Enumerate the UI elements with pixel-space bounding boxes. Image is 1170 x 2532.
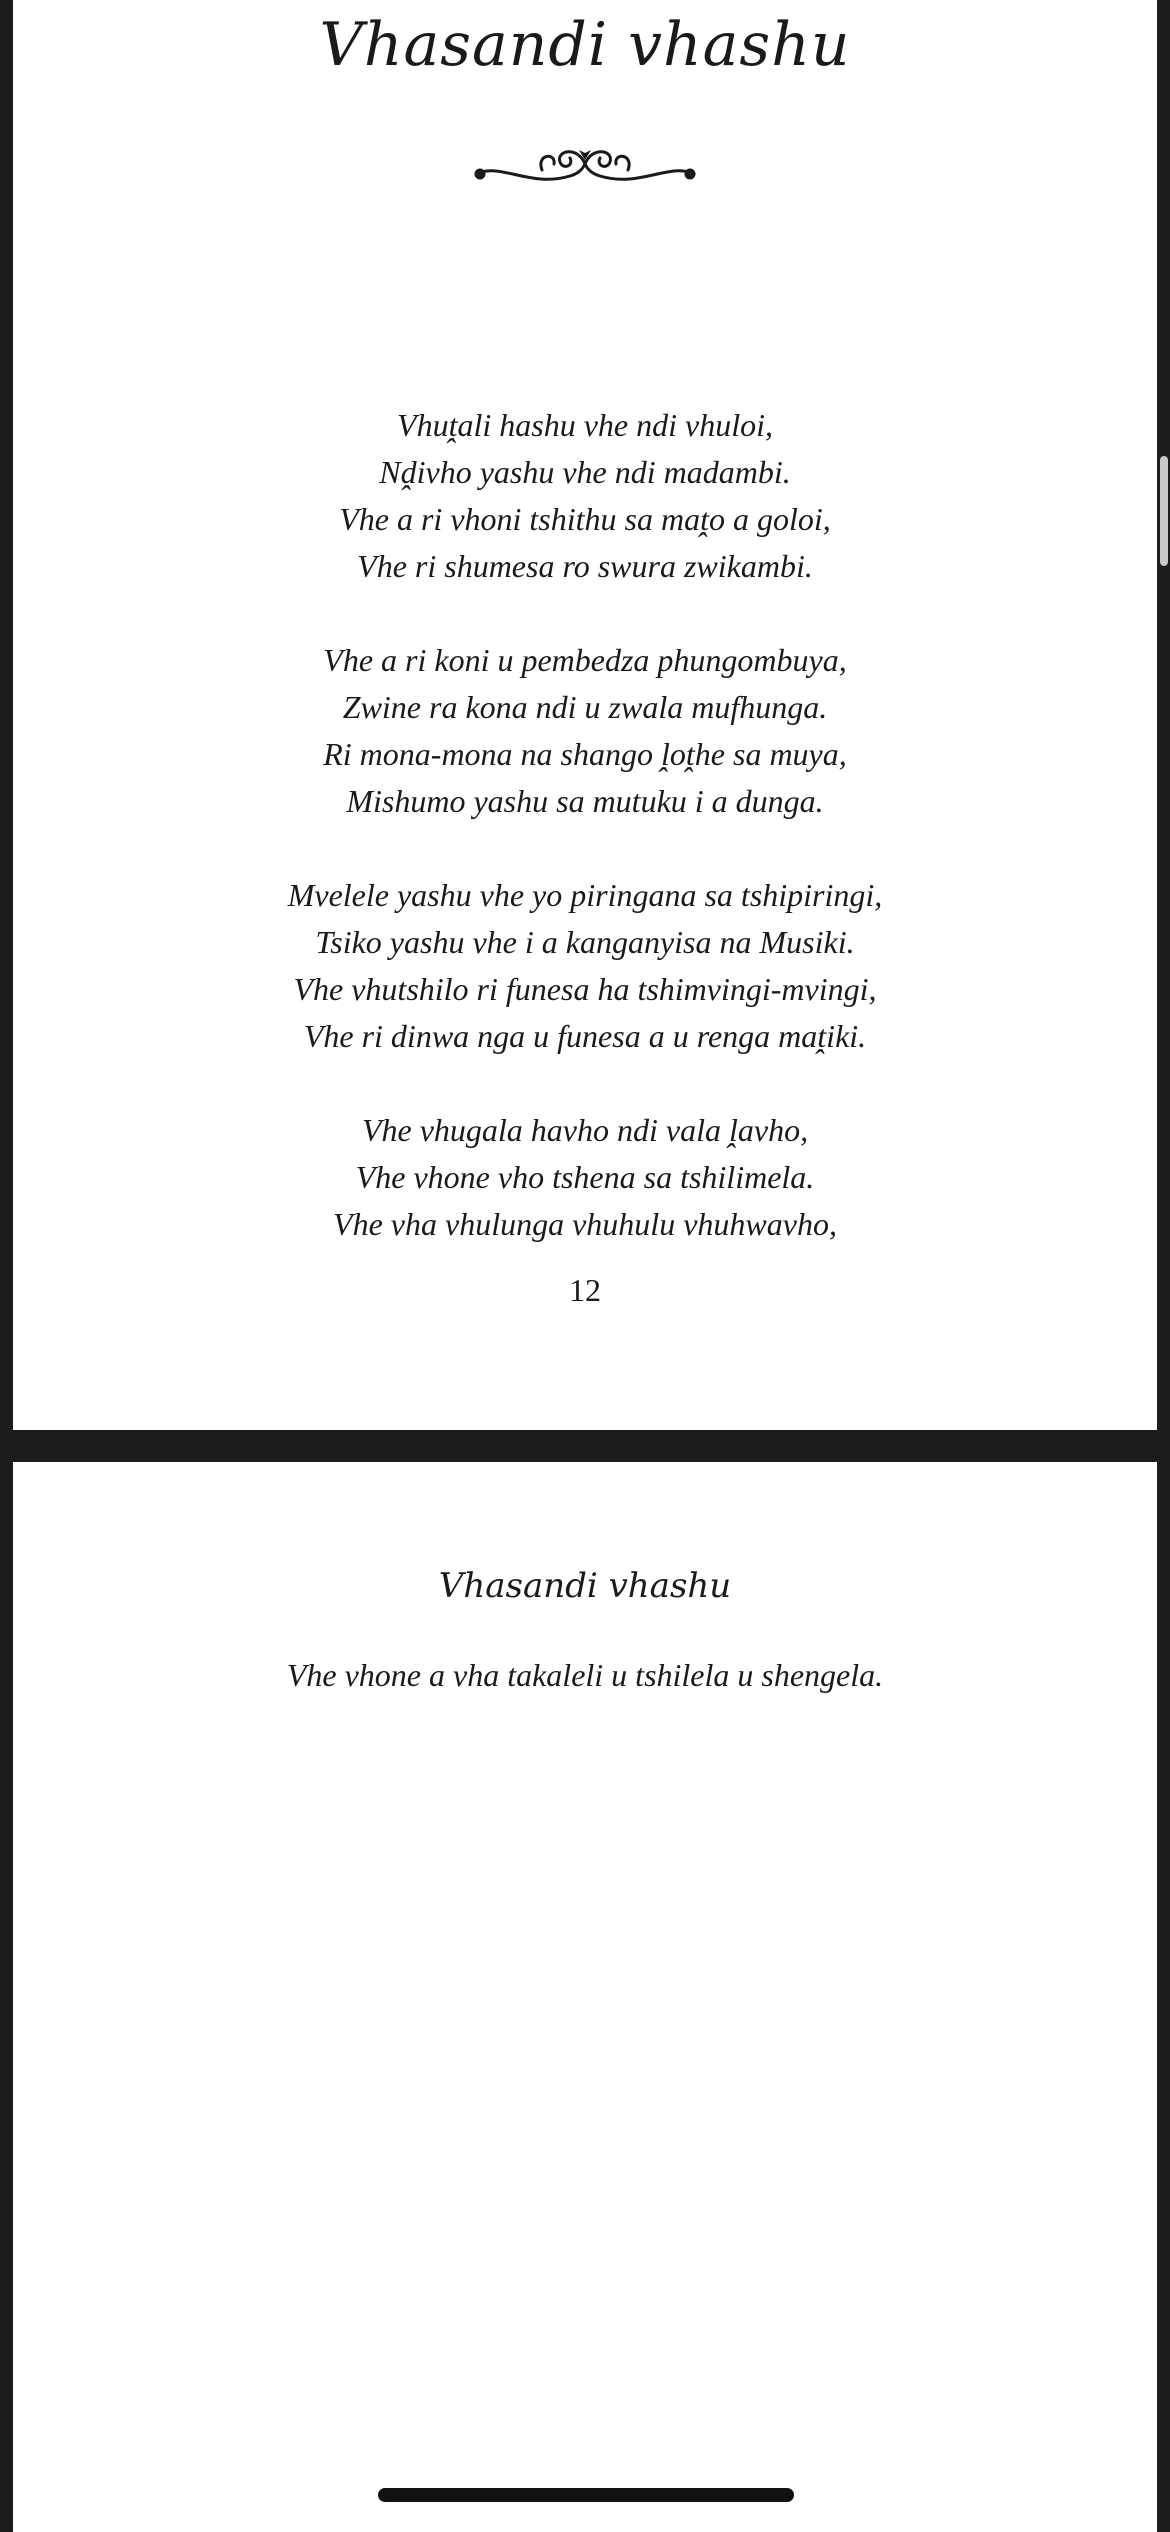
stanza — [13, 402, 1157, 590]
stanza — [13, 1107, 1157, 1248]
poem-line: Ri mona-mona na shango ḽoṱhe sa muya, — [323, 736, 847, 772]
poem-line: Vhe vhone vho tshena sa tshilimela. — [355, 1159, 815, 1195]
book-page — [13, 0, 1157, 1430]
book-page — [13, 1462, 1157, 2532]
poem-line: Vhe vhutshilo ri funesa ha tshimvingi-mvingi, — [293, 971, 877, 1007]
poem-line: Vhuṱali hashu vhe ndi vhuloi, — [397, 407, 773, 443]
poem-line: Mishumo yashu sa mutuku i a dunga. — [346, 783, 824, 819]
poem-line: Vhe vhugala havho ndi vala ḽavho, — [361, 1112, 809, 1148]
poem-line: Mvelele yashu vhe yo piringana sa tshipiringi, — [287, 877, 883, 913]
poem-line: Nḓivho yashu vhe ndi madambi. — [379, 454, 791, 490]
poem-text — [13, 1652, 1157, 1699]
poem-line: Vhe vha vhulunga vhuhulu vhuhwavho, — [333, 1206, 837, 1242]
poem-line: Vhe ri dinwa nga u funesa a u renga maṱiki. — [303, 1018, 867, 1054]
ornament-divider-icon — [470, 140, 700, 196]
poem-text — [13, 402, 1157, 1248]
poem-line: Vhe ri shumesa ro swura zwikambi. — [357, 548, 813, 584]
home-indicator[interactable] — [378, 2488, 794, 2502]
poem-line: Vhe a ri koni u pembedza phungombuya, — [323, 642, 847, 678]
stanza — [13, 637, 1157, 825]
stanza — [13, 872, 1157, 1060]
poem-line: Tsiko yashu vhe i a kanganyisa na Musiki. — [315, 924, 855, 960]
poem-line: Vhe a ri vhoni tshithu sa maṱo a goloi, — [339, 501, 831, 537]
running-header: Vhasandi vhashu — [438, 1566, 732, 1606]
poem-line: Zwine ra kona ndi u zwala mufhunga. — [342, 689, 828, 725]
chapter-title: Vhasandi vhashu — [319, 10, 851, 80]
poem-line: Vhe vhone a vha takaleli u tshilela u shengela. — [286, 1657, 884, 1693]
page-number: 12 — [569, 1272, 601, 1308]
scroll-indicator[interactable] — [1160, 456, 1168, 566]
